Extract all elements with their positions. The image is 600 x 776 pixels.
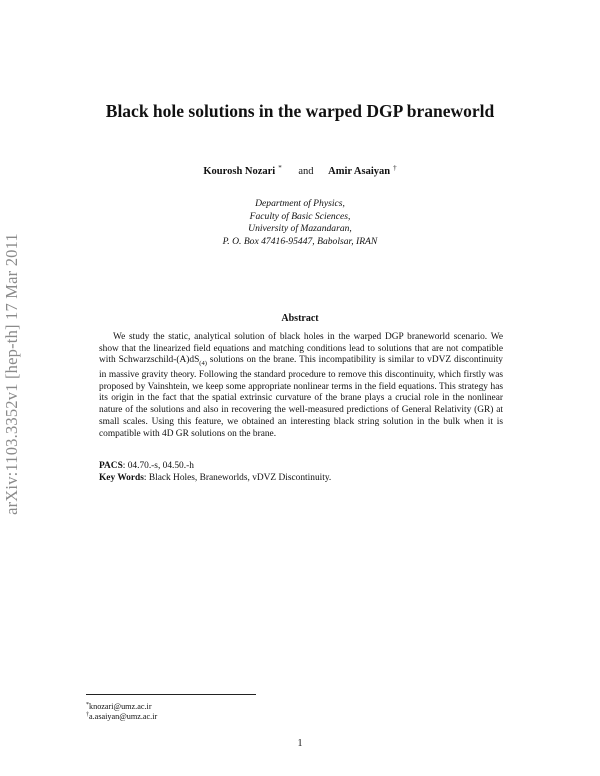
- pacs-line: [99, 461, 503, 473]
- keywords-label: Key Words: [99, 473, 144, 483]
- keywords-line: [99, 473, 503, 485]
- abstract-heading: Abstract: [281, 313, 319, 324]
- footnote-divider: [86, 694, 256, 695]
- page-number: 1: [297, 738, 303, 749]
- author-footnote-mark-1: *: [278, 164, 282, 172]
- footnote-2: [86, 710, 157, 722]
- affiliation-line: P. O. Box 47416-95447, Babolsar, IRAN: [222, 235, 378, 247]
- abstract-body: [99, 332, 503, 440]
- author-line: [0, 164, 600, 177]
- affiliation-line: University of Mazandaran,: [248, 223, 352, 235]
- pacs-label: PACS: [99, 461, 123, 471]
- affiliation-line: Faculty of Basic Sciences,: [249, 210, 351, 222]
- pacs-value: : 04.70.-s, 04.50.-h: [122, 461, 194, 471]
- footnote-mark-1: *: [86, 702, 89, 708]
- author-conjunction: and: [298, 166, 314, 177]
- footnote-email-2: a.asaiyan@umz.ac.ir: [89, 712, 158, 721]
- author-footnote-mark-2: †: [393, 164, 397, 172]
- footnote-email-1: knozari@umz.ac.ir: [89, 702, 152, 711]
- author-name-1: Kourosh Nozari: [203, 166, 276, 177]
- abstract-text-part-1: We study the static, analytical solution of black holes in the warped DGP braneworld scenario. We show that the linearized field equations and matching conditions lead to solutions that are not compatible with Schwarzschild-(A)dS: [99, 332, 503, 366]
- arxiv-identifier-stamp: arXiv:1103.3352v1 [hep-th] 17 Mar 2011: [2, 233, 21, 515]
- footnote-mark-2: †: [86, 712, 89, 718]
- abstract-text-part-2: solutions on the brane. This incompatibility is similar to vDVZ discontinuity in massive gravity theory. Following the standard procedure to remove this discontinuity, which firstly was proposed by Vainshtein, we keep some appropriate nonlinear terms in the field equations. This strategy has its origin in the fact that the spatial extrinsic curvature of the brane plays a crucial role in the nonlinear nature of the solutions and also in recovering the well-measured predictions of General Relativity (GR) at small scales. Using this feature, we obtained an interesting black string solution in the bulk when it is compatible with 4D GR solutions on the brane.: [99, 355, 503, 439]
- abstract-subscript: (4): [199, 360, 207, 368]
- author-name-2: Amir Asaiyan: [328, 166, 391, 177]
- paper-title: Black hole solutions in the warped DGP braneworld: [105, 101, 495, 121]
- affiliation-line: Department of Physics,: [255, 198, 345, 209]
- keywords-value: : Black Holes, Braneworlds, vDVZ Discontinuity.: [143, 473, 332, 483]
- affiliation-block: [0, 198, 600, 248]
